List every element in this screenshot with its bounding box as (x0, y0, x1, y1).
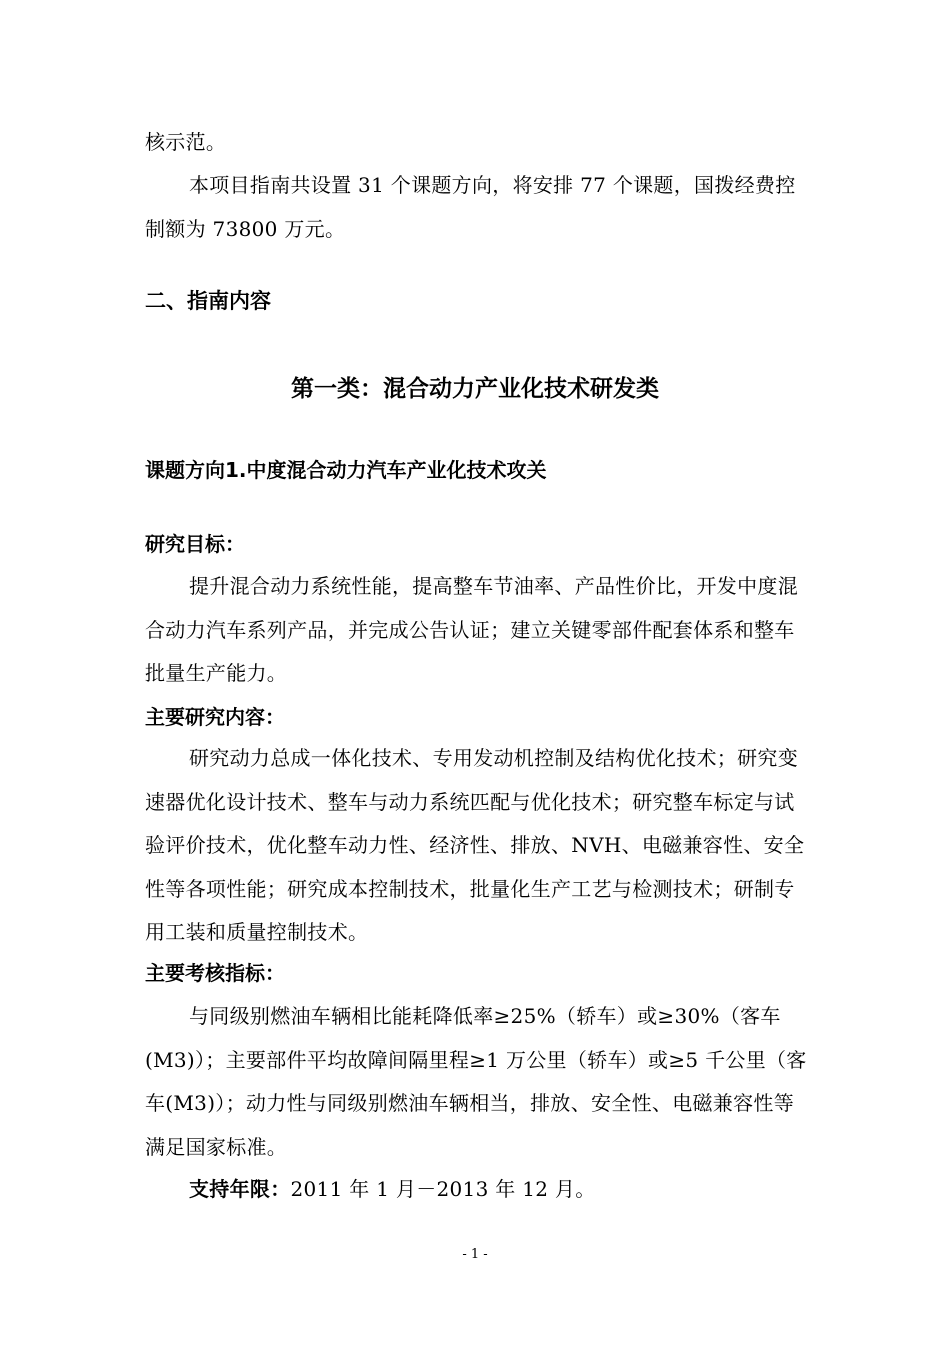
indicator-paragraph: 与同级别燃油车辆相比能耗降低率≥25%（轿车）或≥30%（客车(M3)）；主要部件平均故障间隔里程≥1 万公里（轿车）或≥5 千公里（客车(M3)）；动力性与同级别燃油车辆相当，排放、安全性、电磁兼容性等满足国家标准。 (145, 1004, 807, 1159)
support-period (145, 1168, 810, 1212)
category-heading: 第一类：混合动力产业化技术研发类 (291, 376, 659, 402)
goal-label: 研究目标： (145, 532, 245, 556)
intro-summary-paragraph: 本项目指南共设置 31 个课题方向，将安排 77 个课题，国拨经费控制额为 73800 万元。 (145, 173, 796, 241)
section-heading: 二、指南内容 (145, 289, 271, 313)
page-number: - 1 - (462, 1247, 488, 1262)
period-value: 2011 年 1 月－2013 年 12 月。 (290, 1177, 596, 1201)
topic-heading: 课题方向1.中度混合动力汽车产业化技术攻关 (145, 458, 547, 482)
content-label: 主要研究内容： (145, 705, 285, 729)
indicator-label: 主要考核指标： (145, 961, 285, 985)
goal-paragraph: 提升混合动力系统性能，提高整车节油率、产品性价比，开发中度混合动力汽车系列产品，并完成公告认证；建立关键零部件配套体系和整车批量生产能力。 (145, 574, 798, 686)
period-label: 支持年限： (189, 1177, 291, 1201)
content-paragraph: 研究动力总成一体化技术、专用发动机控制及结构优化技术；研究变速器优化设计技术、整车与动力系统匹配与优化技术；研究整车标定与试验评价技术，优化整车动力性、经济性、排放、NVH、电磁兼容性、安全性等各项性能；研究成本控制技术，批量化生产工艺与检测技术；研制专用工装和质量控制技术。 (145, 746, 805, 945)
intro-continuation: 核示范。 (145, 130, 227, 154)
